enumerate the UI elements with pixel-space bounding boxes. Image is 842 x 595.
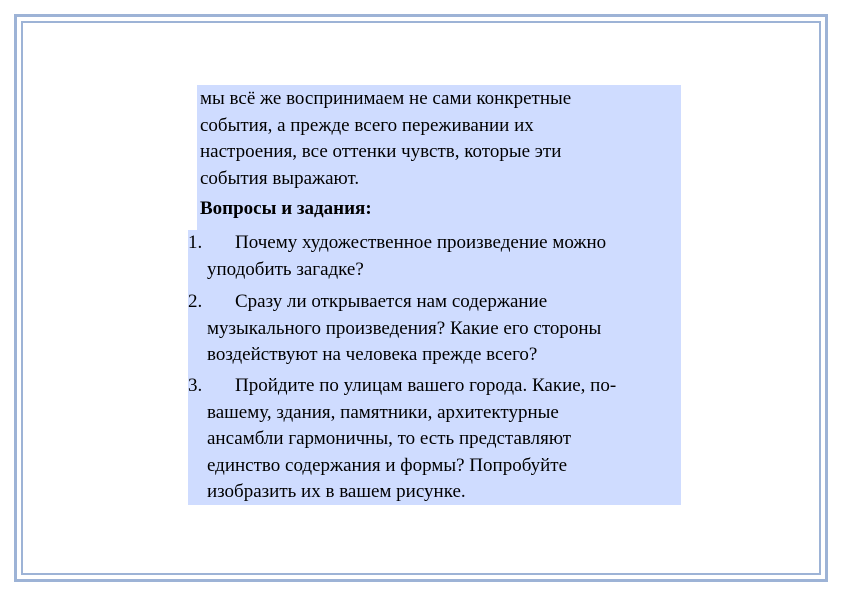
section-heading: Вопросы и задания: [200,198,372,219]
question-number: 1. [188,232,203,253]
question-number: 3. [188,375,203,396]
question-line: вашему, здания, памятники, архитектурные [207,401,559,423]
question-number: 2. [188,291,203,312]
question-line: музыкального произведения? Какие его стороны [207,317,602,339]
question-line: воздействуют на человека прежде всего? [207,344,538,365]
question-line: изобразить их в вашем рисунке. [207,481,466,502]
question-item-1 [188,230,680,283]
paragraph-line: события, а прежде всего переживании их [200,114,534,136]
paragraph-line: мы всё же воспринимаем не сами конкретные [200,88,572,109]
question-line: Почему художественное произведение можно [235,232,607,253]
question-line: единство содержания и формы? Попробуйте [207,454,568,476]
question-item-3 [188,373,680,506]
question-line: ансамбли гармоничны, то есть представляют [207,428,572,449]
body-paragraph [200,86,675,192]
paragraph-line: настроения, все оттенки чувств, которые эти [200,141,562,162]
question-line: Сразу ли открывается нам содержание [235,291,548,312]
paragraph-line: события выражают. [200,167,360,189]
question-line: уподобить загадке? [207,258,364,280]
question-line: Пройдите по улицам вашего города. Какие, по- [235,375,617,396]
question-item-2 [188,289,680,369]
